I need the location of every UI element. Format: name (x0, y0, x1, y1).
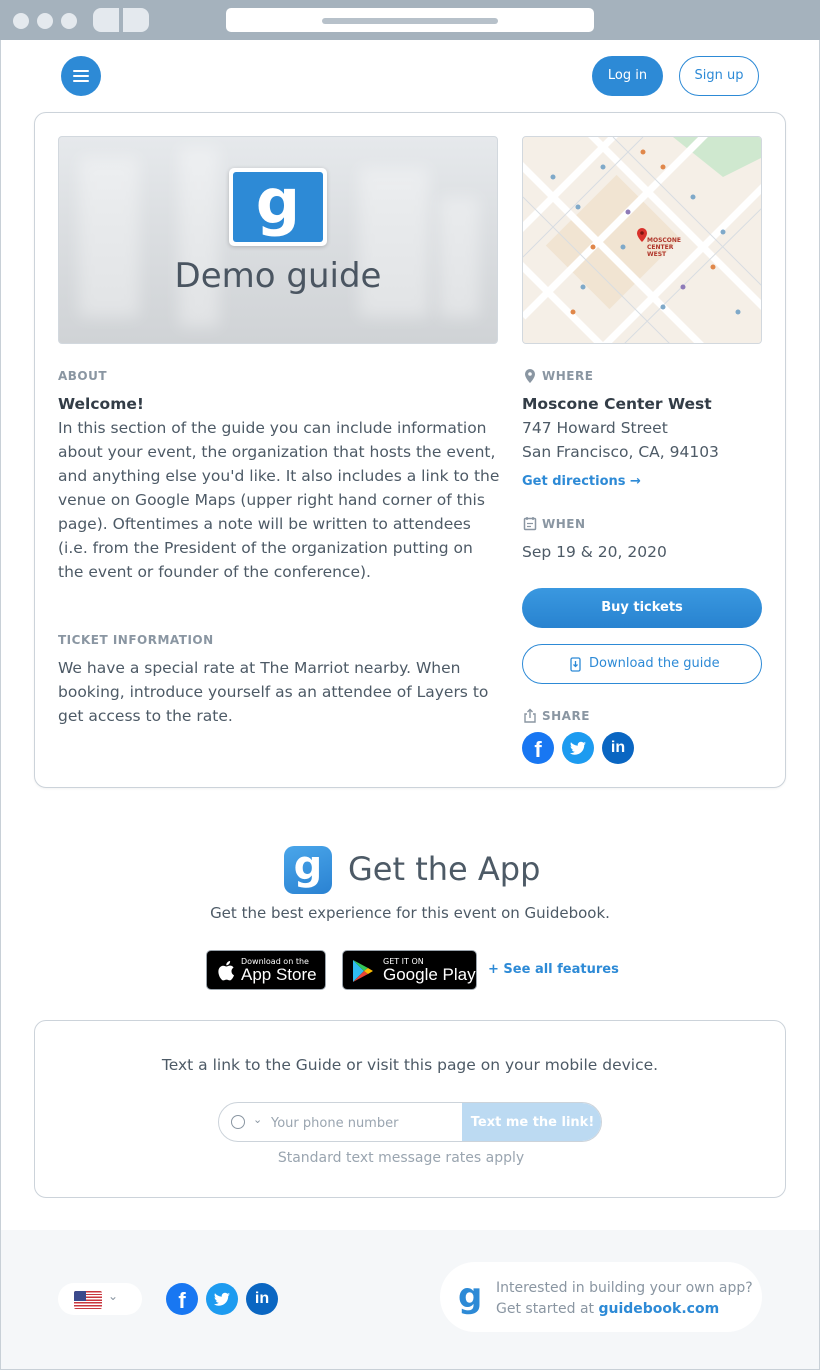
address-bar[interactable] (226, 8, 594, 32)
linkedin-icon[interactable]: in (602, 732, 634, 764)
calendar-icon (523, 516, 537, 531)
build-app-promo[interactable] (440, 1262, 762, 1332)
phone-form (218, 1102, 602, 1142)
share-label: SHARE (542, 709, 590, 723)
get-directions-link[interactable]: Get directions → (522, 474, 641, 489)
ticket-info-label: TICKET INFORMATION (58, 633, 214, 647)
chevron-down-icon: ⌄ (108, 1289, 119, 1303)
window-close-dot[interactable] (13, 13, 29, 29)
text-link-instructions: Text a link to the Guide or visit this page on your mobile device. (161, 1056, 659, 1074)
event-dates: Sep 19 & 20, 2020 (522, 543, 667, 561)
where-label: WHERE (542, 369, 594, 383)
promo-line-1: Interested in building your own app? (496, 1280, 753, 1296)
promo-line-2 (496, 1301, 719, 1317)
ticket-line: We have a special rate at The Marriot nearby. When (58, 659, 461, 677)
app-store-label: App Store (241, 965, 317, 984)
ticket-line: booking, introduce yourself as an attendee of Layers to (58, 683, 489, 701)
when-label: WHEN (542, 517, 586, 531)
get-app-subtitle: Get the best experience for this event on Guidebook. (210, 904, 610, 922)
phone-download-icon (570, 657, 582, 672)
login-button[interactable]: Log in (592, 56, 663, 96)
us-flag-icon (74, 1291, 102, 1309)
facebook-icon[interactable]: f (522, 732, 554, 764)
about-line: about your event, the organization that hosts the event, (58, 443, 496, 461)
venue-map[interactable] (522, 136, 762, 344)
promo-prefix: Get started at (496, 1301, 599, 1317)
guidebook-link[interactable]: guidebook.com (598, 1301, 720, 1317)
browser-chrome (0, 0, 820, 40)
apple-icon (217, 960, 235, 981)
guide-logo (229, 165, 327, 246)
facebook-icon[interactable]: f (166, 1283, 198, 1315)
share-icon (523, 708, 537, 723)
about-line: and anything else you'd like. It also includes a link to the (58, 467, 500, 485)
location-pin-icon (523, 368, 537, 384)
window-maximize-dot[interactable] (61, 13, 77, 29)
guidebook-logo-icon: g (233, 172, 323, 242)
download-guide-label: Download the guide (589, 656, 720, 671)
google-play-icon (352, 959, 374, 983)
window-minimize-dot[interactable] (37, 13, 53, 29)
back-button[interactable] (93, 8, 119, 32)
about-line: venue on Google Maps (upper right hand corner of this (58, 491, 485, 509)
forward-button[interactable] (123, 8, 149, 32)
buy-tickets-button[interactable]: Buy tickets (522, 588, 762, 628)
phone-number-input[interactable] (271, 1112, 451, 1134)
app-store-badge[interactable] (206, 950, 326, 990)
guidebook-app-icon: g (284, 846, 332, 894)
see-all-features-link[interactable]: + See all features (488, 962, 619, 977)
linkedin-icon[interactable]: in (246, 1283, 278, 1315)
about-label: ABOUT (58, 369, 108, 383)
menu-button[interactable] (61, 56, 101, 96)
sms-rates-note: Standard text message rates apply (277, 1150, 525, 1166)
app-store-small-text: Download on the (241, 957, 309, 966)
download-guide-button[interactable] (522, 644, 762, 684)
venue-name: Moscone Center West (522, 395, 712, 413)
twitter-icon[interactable] (562, 732, 594, 764)
twitter-icon[interactable] (206, 1283, 238, 1315)
about-line: In this section of the guide you can include information (58, 419, 487, 437)
about-line: (i.e. from the President of the organization putting on (58, 539, 473, 557)
google-play-badge[interactable] (342, 950, 477, 990)
guidebook-logo-icon: g (458, 1276, 483, 1316)
ticket-line: get access to the rate. (58, 707, 233, 725)
google-play-small-text: GET IT ON (383, 957, 424, 966)
about-heading: Welcome! (58, 395, 144, 413)
guide-title: Demo guide (174, 256, 382, 296)
venue-street: 747 Howard Street (522, 419, 668, 437)
map-marker-label: MOSCONE CENTER WEST (647, 237, 682, 258)
text-me-link-button[interactable]: Text me the link! (462, 1103, 602, 1142)
about-line: the event or founder of the conference). (58, 563, 371, 581)
venue-city: San Francisco, CA, 94103 (522, 443, 719, 461)
chevron-down-icon[interactable]: ⌄ (253, 1113, 263, 1126)
signup-button[interactable]: Sign up (679, 56, 759, 96)
get-app-title: Get the App (348, 850, 541, 888)
google-play-label: Google Play (383, 965, 476, 984)
about-line: page). Oftentimes a note will be written to attendees (58, 515, 471, 533)
globe-icon[interactable] (231, 1115, 245, 1129)
language-selector[interactable] (58, 1283, 142, 1315)
